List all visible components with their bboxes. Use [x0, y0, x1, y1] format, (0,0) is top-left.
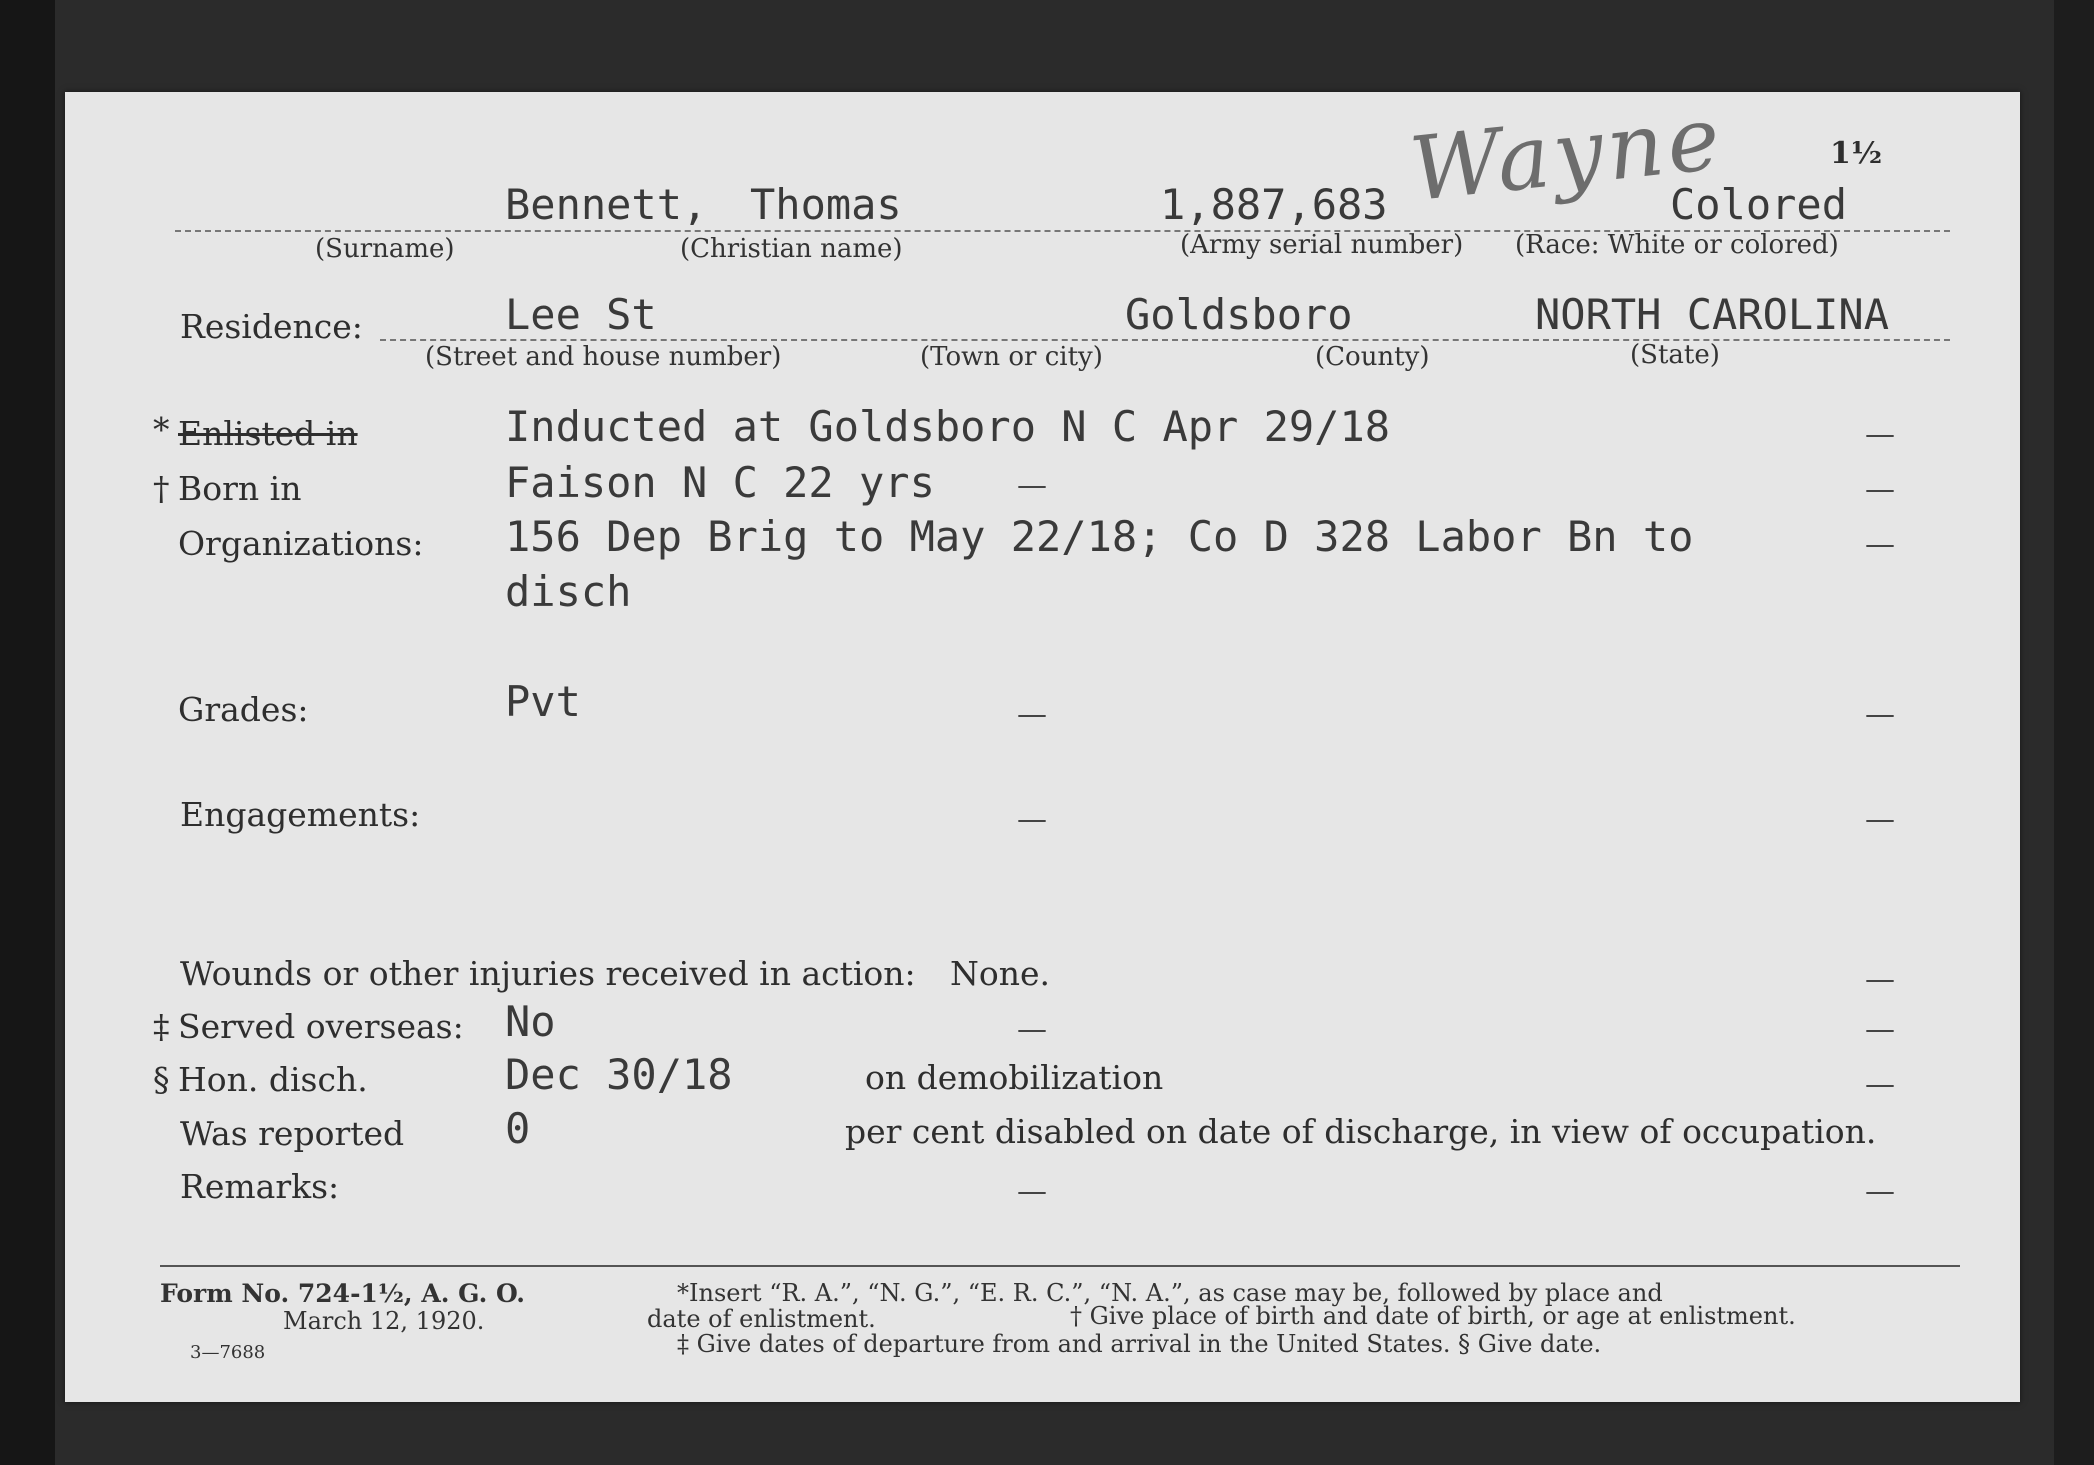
footnote-overseas: ‡ Give dates of departure from and arrival in the United States. § Give date. — [677, 1330, 1602, 1358]
county-caption: (County) — [1315, 342, 1430, 372]
christian-name-value: Thomas — [750, 180, 902, 229]
organizations-dash: — — [1865, 527, 1895, 562]
serial-number-value: 1,887,683 — [1160, 180, 1388, 229]
remarks-mid-dash: — — [1017, 1174, 1047, 1209]
disch-value: Dec 30/18 — [505, 1050, 733, 1099]
street-value: Lee St — [505, 290, 657, 339]
reported-note: per cent disabled on date of discharge, in view of occupation. — [845, 1112, 1877, 1151]
overseas-mark: ‡ — [153, 1007, 170, 1046]
residence-label: Residence: — [180, 307, 363, 346]
engagements-dash: — — [1865, 802, 1895, 837]
serial-number-caption: (Army serial number) — [1180, 230, 1464, 260]
county-value: Goldsboro — [1125, 290, 1353, 339]
reported-label: Was reported — [180, 1114, 405, 1153]
born-value: Faison N C 22 yrs — [505, 458, 935, 507]
christian-name-caption: (Christian name) — [680, 234, 903, 264]
enlisted-label: Enlisted in — [178, 414, 358, 453]
disch-dash: — — [1865, 1067, 1895, 1102]
service-record-card — [65, 85, 2020, 1402]
race-caption: (Race: White or colored) — [1515, 230, 1839, 260]
born-dash: — — [1865, 472, 1895, 507]
born-mid-dash: — — [1017, 468, 1047, 503]
grades-dash: — — [1865, 697, 1895, 732]
remarks-label: Remarks: — [180, 1167, 340, 1206]
state-value: NORTH CAROLINA — [1535, 290, 1890, 339]
wounds-label: Wounds or other injuries received in action: — [180, 954, 916, 993]
footer-rule — [160, 1265, 1960, 1267]
overseas-label: Served overseas: — [178, 1007, 464, 1046]
organizations-value-line2: disch — [505, 567, 632, 616]
enlisted-value: Inducted at Goldsboro N C Apr 29/18 — [505, 402, 1391, 451]
surname-caption: (Surname) — [315, 234, 455, 264]
organizations-label: Organizations: — [178, 524, 424, 563]
footnote-insert-line2: date of enlistment. — [647, 1305, 876, 1333]
overseas-value: No — [505, 997, 556, 1046]
organizations-value-line1: 156 Dep Brig to May 22/18; Co D 328 Labor Bn to — [505, 512, 1694, 561]
corner-number: 1½ — [1830, 136, 1883, 171]
grades-mid-dash: — — [1017, 697, 1047, 732]
town-caption: (Town or city) — [920, 342, 1103, 372]
disch-label: Hon. disch. — [178, 1060, 368, 1099]
disch-note: on demobilization — [865, 1058, 1164, 1097]
grades-value: Pvt — [505, 677, 581, 726]
form-number: Form No. 724-1½, A. G. O. — [160, 1279, 526, 1308]
footnote-insert-line1: *Insert “R. A.”, “N. G.”, “E. R. C.”, “N. A.”, as case may be, followed by place and — [677, 1279, 1663, 1307]
wounds-value: None. — [950, 954, 1051, 993]
print-code: 3—7688 — [190, 1342, 266, 1363]
handwritten-county: Wayne — [1405, 85, 1729, 222]
reported-value: 0 — [505, 1104, 531, 1153]
remarks-dash: — — [1865, 1174, 1895, 1209]
footnote-birth: † Give place of birth and date of birth, or age at enlistment. — [1070, 1302, 1796, 1330]
overseas-dash: — — [1865, 1012, 1895, 1047]
scan-right-border — [2054, 0, 2094, 1465]
enlisted-dash: — — [1865, 417, 1895, 452]
overseas-mid-dash: — — [1017, 1012, 1047, 1047]
born-mark: † — [153, 469, 170, 508]
form-date: March 12, 1920. — [283, 1307, 485, 1335]
state-caption: (State) — [1630, 340, 1720, 370]
grades-label: Grades: — [178, 690, 309, 729]
born-label: Born in — [178, 469, 302, 508]
disch-mark: § — [153, 1060, 170, 1099]
surname-value: Bennett, — [505, 180, 708, 229]
scan-left-border — [0, 0, 55, 1465]
engagements-mid-dash: — — [1017, 802, 1047, 837]
wounds-dash: — — [1865, 962, 1895, 997]
race-value: Colored — [1670, 180, 1848, 229]
engagements-label: Engagements: — [180, 795, 421, 834]
street-caption: (Street and house number) — [425, 342, 782, 372]
enlisted-mark: * — [153, 410, 170, 449]
